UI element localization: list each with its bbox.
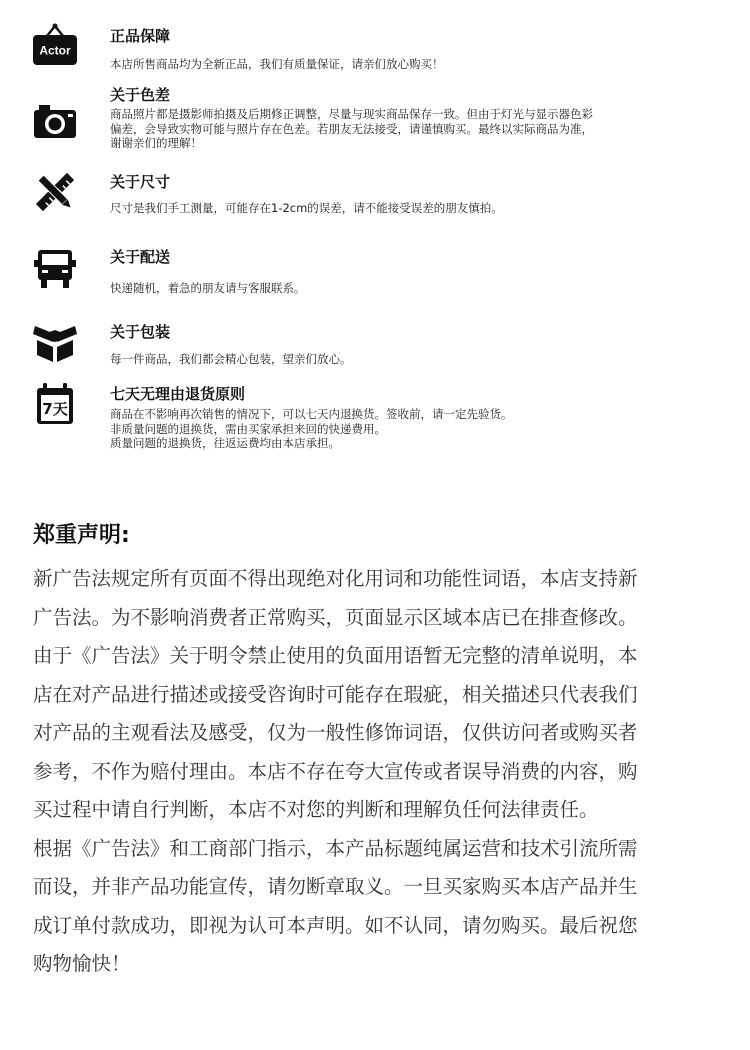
- declaration-title: 郑重声明:: [33, 523, 130, 548]
- notice-title: 七天无理由退货原则: [110, 385, 246, 403]
- camera-icon: [31, 96, 79, 144]
- declaration-line: 成订单付款成功，即视为认可本声明。如不认同，请勿购买。最后祝您: [33, 913, 638, 937]
- notice-text: 商品在不影响再次销售的情况下，可以七天内退换货。签收前，请一定先验货。 非质量问题的退换货，需由买家承担来回的快递费用。 质量问题的退换货，往返运费均由本店承担。: [110, 407, 513, 450]
- declaration-line: 广告法。为不影响消费者正常购买，页面显示区域本店已在排查修改。: [33, 605, 638, 629]
- declaration-line: 根据《广告法》和工商部门指示，本产品标题纯属运营和技术引流所需: [33, 836, 638, 860]
- ruler-pencil-icon: [31, 168, 79, 216]
- actor-sign-icon: [31, 22, 79, 70]
- notice-text: 本店所售商品均为全新正品，我们有质量保证，请亲们放心购买！: [110, 57, 444, 71]
- declaration-line: 买过程中请自行判断，本店不对您的判断和理解负任何法律责任。: [33, 798, 599, 821]
- notice-title: 关于包装: [110, 323, 171, 341]
- package-icon: [31, 318, 79, 366]
- truck-icon: [31, 244, 79, 292]
- svg-text:7天: 7天: [42, 400, 68, 418]
- notice-title: 关于色差: [110, 86, 171, 104]
- notice-text: 每一件商品，我们都会精心包装，望亲们放心。: [110, 352, 352, 366]
- notice-text: 商品照片都是摄影师拍摄及后期修正调整，尽量与现实商品保存一致。但由于灯光与显示器色彩 偏差，会导致实物可能与照片存在色差。若朋友无法接受，请谨慎购买。最终以实际商品为准， 谢谢亲们的理解！: [110, 107, 593, 150]
- declaration-line: 对产品的主观看法及感受，仅为一般性修饰词语，仅供访问者或购买者: [33, 721, 638, 744]
- notice-title: 正品保障: [110, 27, 171, 45]
- notice-text: 快递随机，着急的朋友请与客服联系。: [110, 281, 306, 295]
- notice-title: 关于配送: [110, 248, 171, 266]
- declaration-line: 购物愉快！: [33, 952, 131, 975]
- declaration-line: 由于《广告法》关于明令禁止使用的负面用语暂无完整的清单说明，本: [33, 644, 638, 667]
- declaration-line: 参考，不作为赔付理由。本店不存在夸大宣传或者误导消费的内容，购: [33, 759, 638, 783]
- declaration-body: [33, 560, 733, 984]
- notice-text: 尺寸是我们手工测量，可能存在1-2cm的误差，请不能接受误差的朋友慎拍。: [110, 201, 503, 215]
- notice-title: 关于尺寸: [110, 173, 171, 191]
- declaration-line: 店在对产品进行描述或接受咨询时可能存在瑕疵，相关描述只代表我们: [33, 682, 638, 706]
- declaration-line: 新广告法规定所有页面不得出现绝对化用词和功能性词语，本店支持新: [33, 567, 638, 590]
- svg-text:Actor: Actor: [39, 43, 71, 58]
- declaration-line: 而设，并非产品功能宣传，请勿断章取义。一旦买家购买本店产品并生: [33, 875, 638, 898]
- calendar-7days-icon: [31, 380, 79, 428]
